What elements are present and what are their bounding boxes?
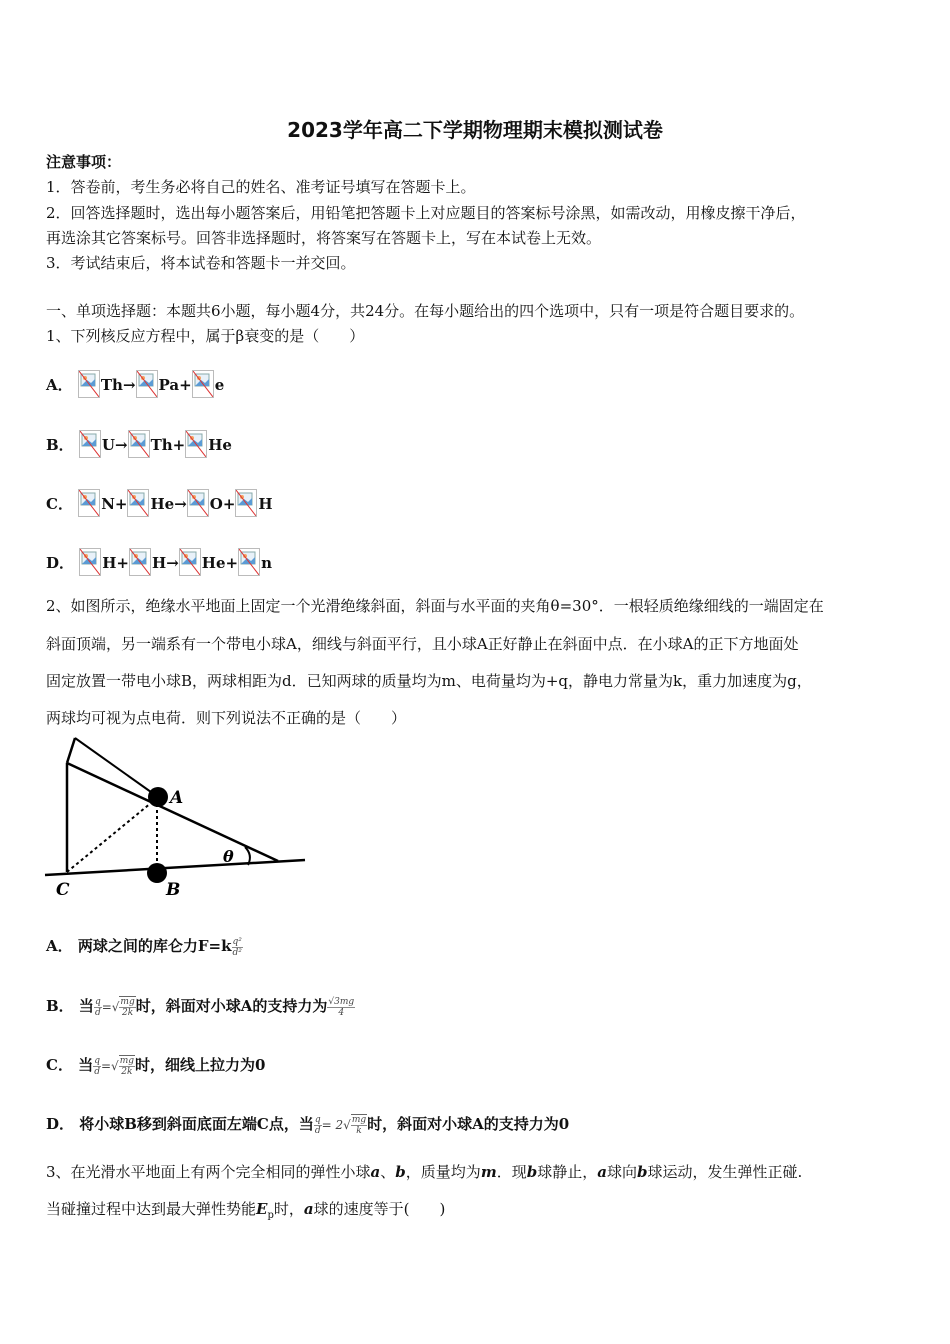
broken-image-icon [127,489,149,517]
fraction: $\frac{\text{q²}}{\text{d²}}$ [232,936,242,958]
q2-stem-line: 两球均可视为点电荷．则下列说法不正确的是（ ） [46,709,407,727]
thread [75,738,158,797]
q2-option-c: C． 当 $\frac{q}{d}$ =√ $\frac{mg}{2k}$ 时，细线上拉力为0 [46,1055,266,1077]
q2-option-a: A． 两球之间的库仑力F=k $\frac{\text{q²}}{\text{d²}}$ [46,936,242,958]
fraction: $\frac{√3mg}{4}$ [328,996,355,1018]
broken-image-icon [179,548,201,576]
broken-image-icon [187,489,209,517]
dotted-ca [67,798,157,872]
notice-item: 3．考试结束后，将本试卷和答题卡一并交回。 [46,254,356,272]
broken-image-icon [136,370,158,398]
q1-option-d: D． H+ H→ He+ n [46,548,272,576]
broken-image-icon [128,430,150,458]
ground-line [45,860,305,875]
notice-item: 再选涂其它答案标号。回答非选择题时，将答案写在答题卡上，写在本试卷上无效。 [46,229,602,247]
broken-image-icon [78,370,100,398]
q2-option-d: D． 将小球B移到斜面底面左端C点，当 $\frac{q}{d}$ = 2√ $\frac{mg}{k}$ 时，斜面对小球A的支持力为0 [46,1114,570,1136]
ball-a [148,787,168,807]
ball-b [147,863,167,883]
broken-image-icon [129,548,151,576]
q1-stem: 1、下列核反应方程中，属于β衰变的是（ ） [46,327,365,345]
q1-option-c: C． N+ He→ O+ H [46,489,273,517]
incline-top-edge [67,738,75,763]
q3-stem-line: 当碰撞过程中达到最大弹性势能$E_p$时，a球的速度等于( ) [46,1200,446,1221]
notice-item: 2．回答选择题时，选出每小题答案后，用铅笔把答题卡上对应题目的答案标号涂黑，如需改动，用橡皮擦干净后， [46,204,806,222]
q2-stem-line: 斜面顶端，另一端系有一个带电小球A，细线与斜面平行，且小球A正好静止在斜面中点．在小球A的正下方地面处 [46,635,799,653]
fraction: $\frac{q}{d}$ [94,996,101,1018]
q2-option-b: B． 当 $\frac{q}{d}$ =√ $\frac{mg}{2k}$ 时，斜面对小球A的支持力为 $\frac{√3mg}{4}$ [46,996,355,1018]
incline-figure [40,735,315,905]
q1-option-b: B． U→ Th+ He [46,430,232,458]
label-a: A [170,788,184,808]
broken-image-icon [79,548,101,576]
q2-stem-line: 固定放置一带电小球B，两球相距为d．已知两球的质量均为m、电荷量均为+q，静电力常量为k，重力加速度为g， [46,672,812,690]
notice-item: 1．答卷前，考生务必将自己的姓名、准考证号填写在答题卡上。 [46,178,476,196]
broken-image-icon [78,489,100,517]
broken-image-icon [185,430,207,458]
broken-image-icon [192,370,214,398]
sqrt-fraction: $\frac{mg}{k}$ [351,1115,367,1136]
q2-stem-line: 2、如图所示，绝缘水平地面上固定一个光滑绝缘斜面，斜面与水平面的夹角θ=30°．一根轻质绝缘细线的一端固定在 [46,597,824,615]
section-heading: 一、单项选择题：本题共6小题，每小题4分，共24分。在每小题给出的四个选项中，只有一项是符合题目要求的。 [46,302,805,320]
sqrt-fraction: $\frac{mg}{2k}$ [120,997,135,1018]
label-b: B [166,880,181,900]
broken-image-icon [238,548,260,576]
label-theta: θ [223,847,234,866]
q3-stem-line: 3、在光滑水平地面上有两个完全相同的弹性小球a、b，质量均为m．现b球静止，a球向b球运动，发生弹性正碰. [46,1163,803,1181]
broken-image-icon [79,430,101,458]
label-c: C [56,880,70,900]
fraction: $\frac{q}{d}$ [314,1114,321,1136]
sqrt-fraction: $\frac{mg}{2k}$ [119,1056,134,1077]
q1-option-a: A． Th→ Pa+ e [46,370,224,398]
notice-heading: 注意事项： [46,153,122,171]
page-title: 2023学年高二下学期物理期末模拟测试卷 [287,118,663,142]
fraction: $\frac{q}{d}$ [94,1055,100,1077]
incline-slope [67,763,278,861]
broken-image-icon [235,489,257,517]
